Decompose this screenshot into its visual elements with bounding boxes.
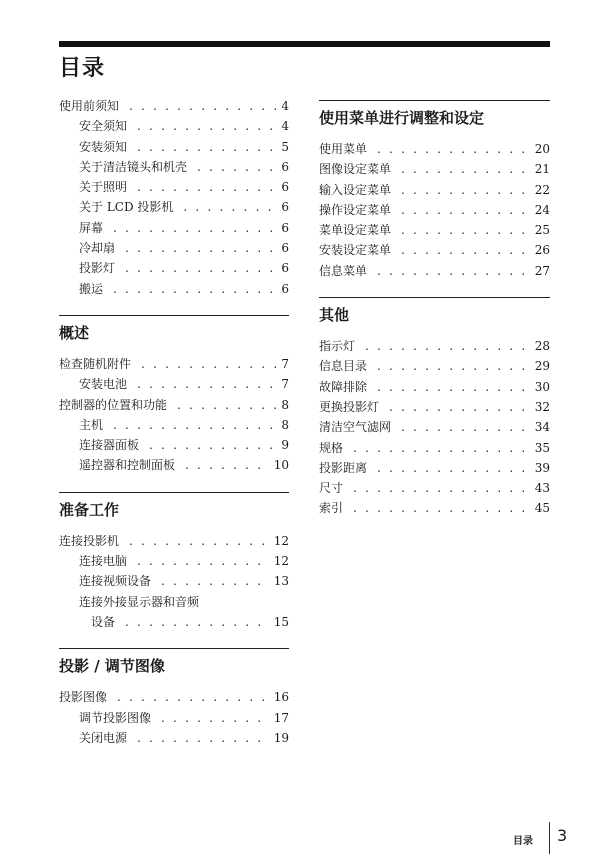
toc-entry-label: 安装须知 — [79, 139, 128, 154]
toc-leader-dots — [137, 728, 270, 748]
toc-entry-page: 8 — [281, 397, 289, 412]
toc-leader-dots — [161, 571, 270, 591]
toc-entry-page: 12 — [273, 554, 289, 569]
toc-entry-page: 32 — [534, 399, 550, 414]
toc-entry-page: 29 — [534, 359, 550, 374]
footer-section-label: 目录 — [513, 836, 533, 847]
toc-entry[interactable] — [319, 139, 550, 159]
toc-entry[interactable] — [319, 336, 550, 356]
toc-entry-label: 投影图像 — [59, 690, 108, 705]
toc-entry[interactable] — [59, 96, 289, 116]
toc-entry[interactable] — [319, 397, 550, 417]
toc-entry[interactable] — [319, 356, 550, 376]
toc-entry[interactable] — [319, 478, 550, 498]
toc-leader-dots — [353, 498, 531, 518]
toc-leader-dots — [401, 240, 531, 260]
toc-leader-dots — [137, 551, 270, 571]
toc-entry-page: 17 — [273, 710, 289, 725]
page-number: 3 — [557, 826, 568, 845]
toc-entry[interactable] — [319, 261, 550, 281]
toc-section — [319, 297, 550, 519]
toc-entry-label: 使用菜单 — [319, 142, 368, 156]
toc-leader-dots — [113, 218, 277, 238]
toc-entry[interactable] — [319, 180, 550, 200]
toc-section-heading: 使用菜单进行调整和设定 — [319, 100, 550, 131]
toc-leader-dots — [185, 455, 270, 475]
toc-leader-dots — [377, 139, 531, 159]
toc-leader-dots — [137, 137, 277, 157]
toc-entry-page: 24 — [534, 202, 550, 217]
toc-entry-label: 规格 — [319, 440, 344, 455]
toc-leader-dots — [177, 395, 277, 415]
toc-entry-page: 43 — [534, 481, 550, 496]
toc-section — [59, 492, 289, 632]
toc-entry[interactable] — [59, 612, 289, 632]
toc-entry-page: 5 — [281, 139, 289, 154]
toc-entry-label: 连接器面板 — [79, 438, 140, 453]
toc-entry-label: 尺寸 — [319, 481, 344, 496]
toc-entry-page: 34 — [534, 420, 550, 435]
toc-entry-page: 45 — [534, 501, 550, 516]
toc-leader-dots — [117, 687, 270, 707]
toc-entry[interactable] — [59, 238, 289, 258]
toc-entry[interactable] — [59, 137, 289, 157]
toc-entry-page: 15 — [273, 614, 289, 629]
toc-entry-label: 主机 — [79, 417, 104, 432]
toc-entry[interactable] — [319, 417, 550, 437]
toc-entry-label: 安装电池 — [79, 377, 128, 392]
toc-entry-label: 投影距离 — [319, 460, 368, 475]
toc-entry-page: 6 — [281, 261, 289, 276]
toc-entry[interactable] — [59, 354, 289, 374]
toc-entry-label: 输入设定菜单 — [319, 182, 392, 197]
toc-entry-page: 22 — [534, 182, 550, 197]
toc-entry-label: 投影灯 — [79, 261, 116, 276]
toc-entry-label: 安全须知 — [79, 119, 128, 134]
toc-entry-label: 关于 LCD 投影机 — [79, 200, 174, 215]
toc-section — [59, 315, 289, 476]
toc-entry-page: 28 — [534, 339, 550, 354]
toc-section — [319, 100, 550, 281]
toc-entry-page: 6 — [281, 159, 289, 174]
toc-entry-page: 9 — [281, 438, 289, 453]
toc-entry-label: 设备 — [91, 614, 116, 629]
toc-entry[interactable] — [59, 455, 289, 475]
toc-entry-label: 清洁空气滤网 — [319, 420, 392, 435]
toc-leader-dots — [353, 478, 531, 498]
toc-entry[interactable] — [59, 197, 289, 217]
toc-entry-page: 16 — [273, 690, 289, 705]
toc-leader-dots — [125, 238, 277, 258]
toc-entry-page: 19 — [273, 730, 289, 745]
toc-entry-label: 信息目录 — [319, 359, 368, 374]
toc-entry[interactable] — [319, 458, 550, 478]
toc-entry-page: 20 — [534, 142, 550, 156]
toc-leader-dots — [125, 258, 277, 278]
toc-entry-label: 菜单设定菜单 — [319, 223, 392, 238]
toc-entry-page: 10 — [273, 458, 289, 473]
toc-leader-dots — [113, 415, 277, 435]
toc-leader-dots — [183, 197, 277, 217]
toc-leader-dots — [401, 180, 531, 200]
toc-entry-page: 6 — [281, 200, 289, 215]
toc-entry[interactable] — [319, 498, 550, 518]
toc-entry-label: 故障排除 — [319, 379, 368, 394]
toc-entry[interactable] — [59, 551, 289, 571]
toc-leader-dots — [197, 157, 277, 177]
toc-entry[interactable] — [59, 177, 289, 197]
toc-entry[interactable] — [59, 279, 289, 299]
toc-entry-page: 7 — [281, 377, 289, 392]
toc-entry-label: 指示灯 — [319, 339, 356, 354]
toc-entry-label: 屏幕 — [79, 220, 104, 235]
toc-entry[interactable] — [59, 687, 289, 707]
toc-entry-page: 35 — [534, 440, 550, 455]
footer-divider — [549, 822, 550, 854]
toc-entry[interactable] — [59, 415, 289, 435]
title-rule — [59, 41, 550, 47]
toc-entry-label: 连接投影机 — [59, 533, 120, 548]
toc-entry-label: 冷却扇 — [79, 241, 116, 256]
toc-entry-page: 8 — [281, 417, 289, 432]
toc-leader-dots — [129, 96, 277, 116]
toc-entry-label: 控制器的位置和功能 — [59, 397, 168, 412]
toc-intro-section — [59, 96, 289, 299]
toc-section — [59, 648, 289, 748]
toc-entry[interactable] — [59, 395, 289, 415]
toc-entry-page: 6 — [281, 281, 289, 296]
toc-entry[interactable] — [319, 377, 550, 397]
toc-entry[interactable] — [319, 220, 550, 240]
toc-entry-label: 关于照明 — [79, 180, 128, 195]
toc-leader-dots — [113, 279, 277, 299]
toc-leader-dots — [125, 612, 270, 632]
toc-entry-page: 25 — [534, 223, 550, 238]
toc-entry-label: 遥控器和控制面板 — [79, 458, 176, 473]
toc-entry[interactable] — [319, 200, 550, 220]
toc-leader-dots — [389, 397, 531, 417]
toc-section-heading: 其他 — [319, 297, 550, 328]
toc-entry-page: 27 — [534, 263, 550, 278]
toc-entry-label: 更换投影灯 — [319, 399, 380, 414]
toc-leader-dots — [353, 438, 531, 458]
toc-entry[interactable] — [59, 728, 289, 748]
toc-entry-page: 13 — [273, 574, 289, 589]
toc-entry[interactable] — [59, 435, 289, 455]
toc-leader-dots — [365, 336, 531, 356]
toc-leader-dots — [377, 261, 531, 281]
toc-entry-label: 连接视频设备 — [79, 574, 152, 589]
toc-entry-page: 4 — [281, 99, 289, 113]
toc-entry-label: 图像设定菜单 — [319, 162, 392, 177]
toc-leader-dots — [401, 220, 531, 240]
toc-leader-dots — [161, 708, 270, 728]
toc-entry[interactable] — [59, 157, 289, 177]
toc-entry[interactable] — [319, 438, 550, 458]
toc-entry[interactable]: 连接外接显示器和音频 — [79, 594, 200, 609]
toc-entry-page: 6 — [281, 180, 289, 195]
toc-entry-page: 26 — [534, 243, 550, 258]
toc-section-heading: 准备工作 — [59, 492, 289, 523]
toc-leader-dots — [401, 417, 531, 437]
toc-entry-label: 连接电脑 — [79, 554, 128, 569]
toc-leader-dots — [137, 177, 277, 197]
toc-entry-label: 关闭电源 — [79, 730, 128, 745]
toc-leader-dots — [137, 374, 277, 394]
toc-entry-page: 6 — [281, 241, 289, 256]
toc-entry-page: 7 — [281, 356, 289, 371]
toc-entry-label: 安装设定菜单 — [319, 243, 392, 258]
toc-leader-dots — [137, 116, 277, 136]
toc-left-column — [59, 96, 289, 748]
toc-entry[interactable] — [59, 116, 289, 136]
toc-section-heading: 概述 — [59, 315, 289, 346]
toc-entry[interactable] — [59, 218, 289, 238]
toc-entry-page: 21 — [534, 162, 550, 177]
toc-entry[interactable] — [59, 374, 289, 394]
toc-entry-label: 调节投影图像 — [79, 710, 152, 725]
toc-leader-dots — [149, 435, 277, 455]
toc-leader-dots — [377, 356, 531, 376]
toc-entry-label: 关于清洁镜头和机壳 — [79, 159, 188, 174]
toc-entry[interactable] — [59, 571, 289, 591]
toc-entry-label: 索引 — [319, 501, 344, 516]
toc-entry-label: 检查随机附件 — [59, 356, 132, 371]
toc-entry-label: 操作设定菜单 — [319, 202, 392, 217]
toc-entry-page: 6 — [281, 220, 289, 235]
toc-entry[interactable] — [319, 240, 550, 260]
toc-leader-dots — [377, 377, 531, 397]
toc-entry-page: 12 — [273, 533, 289, 548]
toc-leader-dots — [141, 354, 277, 374]
toc-entry-label: 使用前须知 — [59, 99, 120, 113]
toc-leader-dots — [377, 458, 531, 478]
toc-entry-page: 4 — [281, 119, 289, 134]
toc-entry[interactable] — [59, 708, 289, 728]
toc-entry[interactable] — [319, 159, 550, 179]
toc-entry-label: 信息菜单 — [319, 263, 368, 278]
toc-entry-page: 30 — [534, 379, 550, 394]
toc-entry-page: 39 — [534, 460, 550, 475]
page-title: 目录 — [59, 56, 106, 81]
toc-right-column — [319, 100, 550, 519]
toc-entry[interactable] — [59, 258, 289, 278]
toc-leader-dots — [401, 200, 531, 220]
toc-entry[interactable] — [59, 531, 289, 551]
toc-leader-dots — [129, 531, 270, 551]
toc-entry-label: 搬运 — [79, 281, 104, 296]
toc-section-heading: 投影 / 调节图像 — [59, 648, 289, 679]
toc-leader-dots — [401, 159, 531, 179]
